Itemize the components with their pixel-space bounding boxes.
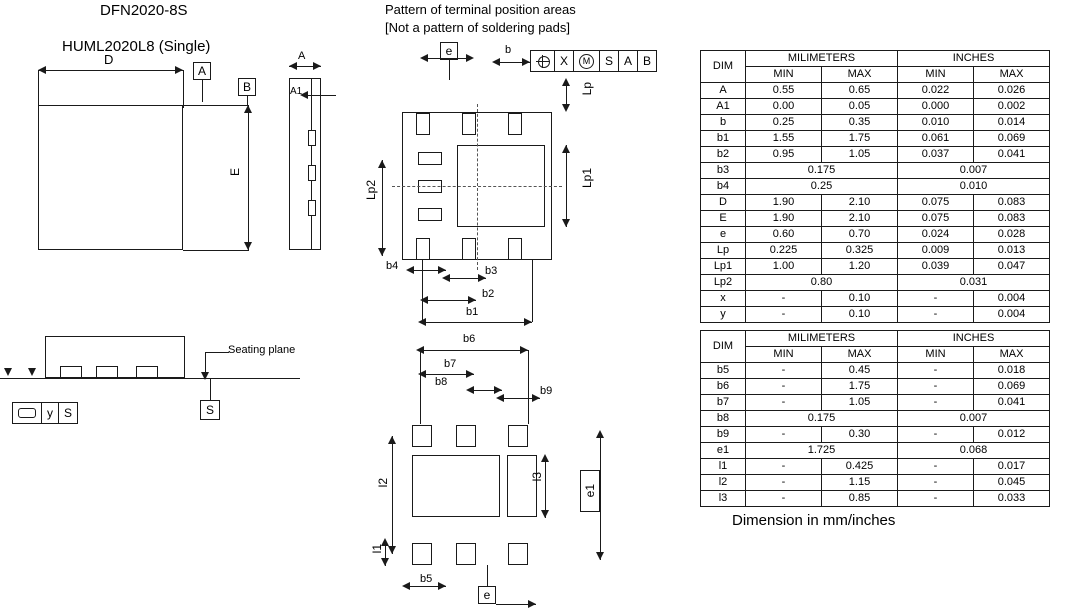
table-row (701, 291, 1050, 307)
t2-header-dim: DIM (701, 331, 746, 363)
dim-arrow-Lp2-bottom (378, 248, 386, 256)
dim-label-Lp: Lp (580, 82, 594, 96)
dim-arrow-l2-top (388, 436, 396, 444)
cell-mm-max: 0.10 (822, 291, 898, 307)
cell-in-max: 0.041 (974, 147, 1050, 163)
cell-mm-max: 1.75 (822, 131, 898, 147)
dim-arrow-D-right (175, 66, 183, 74)
cell-mm-min: - (746, 291, 822, 307)
dim-label-A1: A1 (290, 86, 303, 97)
cell-mm-max: 1.75 (822, 379, 898, 395)
cell-in-max: 0.004 (974, 291, 1050, 307)
solder-right-pad (507, 455, 537, 517)
cell-in-min: 0.024 (898, 227, 974, 243)
ext-line-D-left (38, 70, 39, 108)
dim-arrow-b3-right (478, 274, 486, 282)
side-terminal-2 (308, 165, 316, 181)
dim-line-e-top (424, 58, 472, 59)
position-tol-x: X (555, 51, 574, 71)
cell-mm-min: 1.90 (746, 195, 822, 211)
datum-leader-a-top (202, 80, 203, 102)
dim-label-b2: b2 (482, 288, 495, 300)
flatness-datum: S (64, 406, 73, 420)
ext-line-E-bottom (183, 250, 249, 251)
cell-mm-span: 0.175 (746, 411, 898, 427)
t2-header-mm-max: MAX (822, 347, 898, 363)
cell-in-min: - (898, 395, 974, 411)
cell-mm-max: 0.05 (822, 99, 898, 115)
cell-dim: Lp2 (701, 275, 746, 291)
dim-arrow-b9-right (532, 394, 540, 402)
cell-in-min: 0.009 (898, 243, 974, 259)
dim-arrow-b-left (492, 58, 500, 66)
dim-label-Lp2: Lp2 (364, 180, 378, 201)
dim-label-e1: e1 (583, 484, 597, 498)
dim-label-b5: b5 (420, 573, 433, 585)
cell-mm-max: 1.20 (822, 259, 898, 275)
cell-dim: b9 (701, 427, 746, 443)
dim-arrow-b4-right (438, 266, 446, 274)
t1-header-in-max: MAX (974, 67, 1050, 83)
dim-label-E: E (228, 168, 242, 177)
side-terminal-3 (308, 200, 316, 216)
side-view-inner-line (311, 78, 312, 250)
cell-in-max: 0.047 (974, 259, 1050, 275)
cell-in-min: 0.039 (898, 259, 974, 275)
table-row (701, 491, 1050, 507)
ext-line-b1-right (532, 260, 533, 322)
datum-box-a-top: A (193, 62, 211, 80)
cell-in-span: 0.068 (898, 443, 1050, 459)
t1-header-mm-min: MIN (746, 67, 822, 83)
cell-in-min: - (898, 363, 974, 379)
solder-pad-top-3 (508, 425, 528, 447)
dim-label-b3: b3 (485, 265, 498, 277)
dim-arrow-b1-right (524, 318, 532, 326)
table-row (701, 475, 1050, 491)
cell-mm-max: 1.05 (822, 395, 898, 411)
t1-header-mm-max: MAX (822, 67, 898, 83)
cell-in-min: 0.000 (898, 99, 974, 115)
cell-mm-min: 0.95 (746, 147, 822, 163)
seating-plane-line (0, 378, 300, 379)
cell-dim: E (701, 211, 746, 227)
cell-in-min: - (898, 491, 974, 507)
dim-box-e-bottom: e (478, 586, 496, 604)
cell-in-min: - (898, 307, 974, 323)
cell-dim: Lp1 (701, 259, 746, 275)
cell-mm-span: 0.80 (746, 275, 898, 291)
cell-mm-max: 0.70 (822, 227, 898, 243)
dim-label-b1: b1 (466, 306, 479, 318)
cell-in-min: - (898, 459, 974, 475)
pattern-pad-top-3 (508, 113, 522, 135)
dim-label-b-top: b (505, 44, 512, 56)
cell-mm-min: - (746, 475, 822, 491)
dim-arrow-b2-right (468, 296, 476, 304)
table-row (701, 427, 1050, 443)
table-row (701, 147, 1050, 163)
table-row (701, 275, 1050, 291)
top-view-body (38, 105, 183, 250)
table-row (701, 459, 1050, 475)
cell-mm-span: 0.25 (746, 179, 898, 195)
cell-in-span: 0.010 (898, 179, 1050, 195)
t1-header-in-min: MIN (898, 67, 974, 83)
solder-pad-top-2 (456, 425, 476, 447)
cell-mm-max: 2.10 (822, 211, 898, 227)
dim-label-Lp1: Lp1 (580, 168, 594, 189)
position-datum-b: B (643, 54, 652, 68)
dim-label-b6: b6 (463, 333, 476, 345)
dim-line-Lp2 (382, 160, 383, 256)
solder-center-pad (412, 455, 500, 517)
dim-arrow-b6-right (520, 346, 528, 354)
dim-arrow-b5-right (438, 582, 446, 590)
profile-terminal-3 (136, 366, 158, 378)
t2-header-mm-min: MIN (746, 347, 822, 363)
cell-in-max: 0.004 (974, 307, 1050, 323)
cell-dim: A (701, 83, 746, 99)
dim-arrow-A1 (300, 91, 308, 99)
cell-in-max: 0.014 (974, 115, 1050, 131)
pattern-pad-bottom-2 (462, 238, 476, 260)
cell-mm-min: 0.60 (746, 227, 822, 243)
cell-mm-max: 0.65 (822, 83, 898, 99)
page-title-package: DFN2020-8S (100, 2, 188, 19)
t1-header-dim: DIM (701, 51, 746, 83)
dim-line-D (38, 70, 183, 71)
cell-mm-max: 0.10 (822, 307, 898, 323)
cell-in-min: 0.037 (898, 147, 974, 163)
cell-in-min: - (898, 475, 974, 491)
side-view-body (289, 78, 321, 250)
cell-mm-max: 0.45 (822, 363, 898, 379)
seating-plane-arrow (201, 372, 209, 380)
table-row (701, 163, 1050, 179)
cell-dim: l2 (701, 475, 746, 491)
seating-arrow-left2 (28, 368, 36, 376)
cell-mm-max: 0.35 (822, 115, 898, 131)
pattern-pad-bottom-1 (416, 238, 430, 260)
cell-dim: b8 (701, 411, 746, 427)
dim-arrow-l3-bottom (541, 510, 549, 518)
cell-dim: x (701, 291, 746, 307)
dim-arrow-b7-left (418, 370, 426, 378)
cell-dim: b (701, 115, 746, 131)
cell-in-span: 0.031 (898, 275, 1050, 291)
table-row (701, 363, 1050, 379)
dim-arrow-e-left (420, 54, 428, 62)
cell-mm-min: - (746, 395, 822, 411)
dim-arrow-Lp2-top (378, 160, 386, 168)
ext-line-D-right (183, 70, 184, 108)
cell-in-max: 0.018 (974, 363, 1050, 379)
pattern-center-line-v (477, 104, 478, 270)
dim-arrow-e-bottom-right (528, 600, 536, 608)
dim-arrow-b-right (522, 58, 530, 66)
page-title-part: HUML2020L8 (Single) (62, 38, 211, 55)
dim-arrow-E-bottom (244, 242, 252, 250)
cell-dim: b7 (701, 395, 746, 411)
cell-in-span: 0.007 (898, 411, 1050, 427)
flatness-symbol-icon (13, 403, 42, 423)
dim-label-A: A (298, 50, 306, 62)
dim-arrow-e1-top (596, 430, 604, 438)
t2-header-in: INCHES (898, 331, 1050, 347)
dim-arrow-l1-bottom (381, 558, 389, 566)
dimension-table-2 (700, 330, 1050, 507)
cell-in-min: 0.075 (898, 211, 974, 227)
cell-mm-min: 0.225 (746, 243, 822, 259)
cell-dim: e1 (701, 443, 746, 459)
cell-mm-min: - (746, 307, 822, 323)
t1-header-mm: MILIMETERS (746, 51, 898, 67)
cell-mm-max: 1.05 (822, 147, 898, 163)
dim-arrow-b8-right (494, 386, 502, 394)
seating-plane-leader-h (205, 352, 229, 353)
cell-in-max: 0.045 (974, 475, 1050, 491)
solder-pad-bottom-1 (412, 543, 432, 565)
cell-mm-min: 0.00 (746, 99, 822, 115)
position-control-frame (530, 50, 657, 72)
table-row (701, 395, 1050, 411)
dim-line-Lp1 (566, 145, 567, 227)
dim-leader-A1 (306, 95, 336, 96)
dim-label-b8: b8 (435, 376, 448, 388)
dim-arrow-Lp1-top (562, 145, 570, 153)
cell-dim: b6 (701, 379, 746, 395)
cell-mm-span: 1.725 (746, 443, 898, 459)
cell-in-max: 0.041 (974, 395, 1050, 411)
t2-header-in-min: MIN (898, 347, 974, 363)
table-row (701, 195, 1050, 211)
dim-label-l1: l1 (370, 544, 384, 554)
cell-in-max: 0.083 (974, 195, 1050, 211)
dim-arrow-A-right (313, 62, 321, 70)
dim-box-e-top: e (440, 42, 458, 60)
dimension-table-1 (700, 50, 1050, 323)
dim-arrow-Lp1-bottom (562, 219, 570, 227)
dim-arrow-b8-left (466, 386, 474, 394)
cell-in-max: 0.026 (974, 83, 1050, 99)
cell-mm-max: 0.425 (822, 459, 898, 475)
cell-mm-min: - (746, 459, 822, 475)
cell-dim: e (701, 227, 746, 243)
cell-in-min: - (898, 291, 974, 307)
dim-arrow-E-top (244, 105, 252, 113)
cell-dim: l1 (701, 459, 746, 475)
pattern-caption-line2: [Not a pattern of soldering pads] (385, 20, 571, 35)
cell-mm-min: 1.90 (746, 211, 822, 227)
cell-mm-min: 1.00 (746, 259, 822, 275)
seating-plane-leader-v (205, 352, 206, 374)
pattern-caption-line1: Pattern of terminal position areas (385, 2, 576, 17)
cell-dim: b2 (701, 147, 746, 163)
side-terminal-1 (308, 130, 316, 146)
flatness-control-frame (12, 402, 78, 424)
table-row (701, 211, 1050, 227)
table-row (701, 83, 1050, 99)
dim-arrow-b3-left (442, 274, 450, 282)
pattern-pad-bottom-3 (508, 238, 522, 260)
cell-dim: b1 (701, 131, 746, 147)
cell-in-max: 0.017 (974, 459, 1050, 475)
cell-mm-min: - (746, 491, 822, 507)
t1-header-in: INCHES (898, 51, 1050, 67)
table-row (701, 131, 1050, 147)
table-row (701, 379, 1050, 395)
cell-dim: D (701, 195, 746, 211)
dim-arrow-l3-top (541, 454, 549, 462)
pattern-pad-top-2 (462, 113, 476, 135)
cell-dim: b3 (701, 163, 746, 179)
cell-in-min: - (898, 379, 974, 395)
ext-line-b1-left (422, 260, 423, 322)
datum-leader-b (247, 96, 248, 106)
datum-box-s: S (200, 400, 220, 420)
t2-header-in-max: MAX (974, 347, 1050, 363)
cell-dim: y (701, 307, 746, 323)
table-row (701, 227, 1050, 243)
position-symbol-icon (531, 51, 555, 71)
cell-in-max: 0.012 (974, 427, 1050, 443)
dim-label-l3: l3 (530, 472, 544, 482)
dim-arrow-e-right (466, 54, 474, 62)
cell-in-max: 0.002 (974, 99, 1050, 115)
dim-arrow-A-left (289, 62, 297, 70)
position-datum-a: A (619, 51, 638, 71)
table-row (701, 243, 1050, 259)
pattern-pad-left-1 (418, 152, 442, 165)
dim-arrow-b5-left (402, 582, 410, 590)
dim-label-b9: b9 (540, 385, 553, 397)
table-row (701, 307, 1050, 323)
dim-label-D: D (104, 52, 114, 67)
dim-line-E (248, 105, 249, 250)
cell-in-max: 0.069 (974, 379, 1050, 395)
dim-box-e1 (580, 470, 600, 512)
cell-dim: l3 (701, 491, 746, 507)
cell-in-max: 0.028 (974, 227, 1050, 243)
profile-terminal-2 (96, 366, 118, 378)
table-row (701, 259, 1050, 275)
datum-box-b: B (238, 78, 256, 96)
cell-in-min: - (898, 427, 974, 443)
ext-line-b6-left (420, 350, 421, 424)
flatness-value: y (42, 403, 59, 423)
cell-mm-max: 2.10 (822, 195, 898, 211)
cell-dim: Lp (701, 243, 746, 259)
table-row (701, 115, 1050, 131)
cell-mm-max: 0.30 (822, 427, 898, 443)
dim-line-b1 (422, 322, 532, 323)
cell-in-max: 0.033 (974, 491, 1050, 507)
cell-mm-min: - (746, 379, 822, 395)
seating-plane-label: Seating plane (228, 344, 296, 356)
position-modifier-m: M (574, 51, 600, 71)
cell-mm-min: - (746, 427, 822, 443)
dim-line-l3 (545, 456, 546, 518)
dim-label-b7: b7 (444, 358, 457, 370)
cell-mm-min: 0.55 (746, 83, 822, 99)
dim-line-l2 (392, 436, 393, 554)
dim-line-b6 (420, 350, 528, 351)
dim-arrow-Lp-bottom (562, 104, 570, 112)
cell-in-min: 0.061 (898, 131, 974, 147)
datum-leader-s (210, 378, 211, 400)
seating-arrow-left (4, 368, 12, 376)
dim-label-l2: l2 (376, 478, 390, 488)
dim-arrow-b4-left (406, 266, 414, 274)
position-datum-s: S (600, 51, 619, 71)
pattern-pad-top-1 (416, 113, 430, 135)
cell-mm-span: 0.175 (746, 163, 898, 179)
cell-mm-min: 0.25 (746, 115, 822, 131)
footer-caption: Dimension in mm/inches (732, 512, 896, 529)
dim-arrow-b7-right (466, 370, 474, 378)
t2-header-mm: MILIMETERS (746, 331, 898, 347)
dim-leader-e-top (449, 60, 450, 80)
ext-line-b6-right (528, 350, 529, 424)
dim-line-e1 (600, 432, 601, 560)
cell-in-max: 0.069 (974, 131, 1050, 147)
cell-mm-max: 0.85 (822, 491, 898, 507)
solder-pad-top-1 (412, 425, 432, 447)
dim-label-b4: b4 (386, 260, 399, 272)
cell-dim: A1 (701, 99, 746, 115)
dim-leader-e-bottom (487, 565, 488, 587)
cell-in-min: 0.022 (898, 83, 974, 99)
cell-dim: b4 (701, 179, 746, 195)
table-row (701, 443, 1050, 459)
table-row (701, 411, 1050, 427)
profile-terminal-1 (60, 366, 82, 378)
solder-pad-bottom-2 (456, 543, 476, 565)
cell-mm-min: - (746, 363, 822, 379)
cell-dim: b5 (701, 363, 746, 379)
dim-arrow-b9-left (496, 394, 504, 402)
cell-mm-max: 1.15 (822, 475, 898, 491)
dim-arrow-l2-bottom (388, 546, 396, 554)
dim-arrow-e1-bottom (596, 552, 604, 560)
cell-mm-min: 1.55 (746, 131, 822, 147)
cell-mm-max: 0.325 (822, 243, 898, 259)
cell-in-span: 0.007 (898, 163, 1050, 179)
dim-arrow-D-left (38, 66, 46, 74)
cell-in-min: 0.010 (898, 115, 974, 131)
dim-arrow-Lp-top (562, 78, 570, 86)
table-row (701, 179, 1050, 195)
pattern-pad-left-3 (418, 208, 442, 221)
solder-pad-bottom-3 (508, 543, 528, 565)
table-row (701, 99, 1050, 115)
ext-line-E-top (183, 105, 249, 106)
cell-in-max: 0.013 (974, 243, 1050, 259)
cell-in-min: 0.075 (898, 195, 974, 211)
cell-in-max: 0.083 (974, 211, 1050, 227)
